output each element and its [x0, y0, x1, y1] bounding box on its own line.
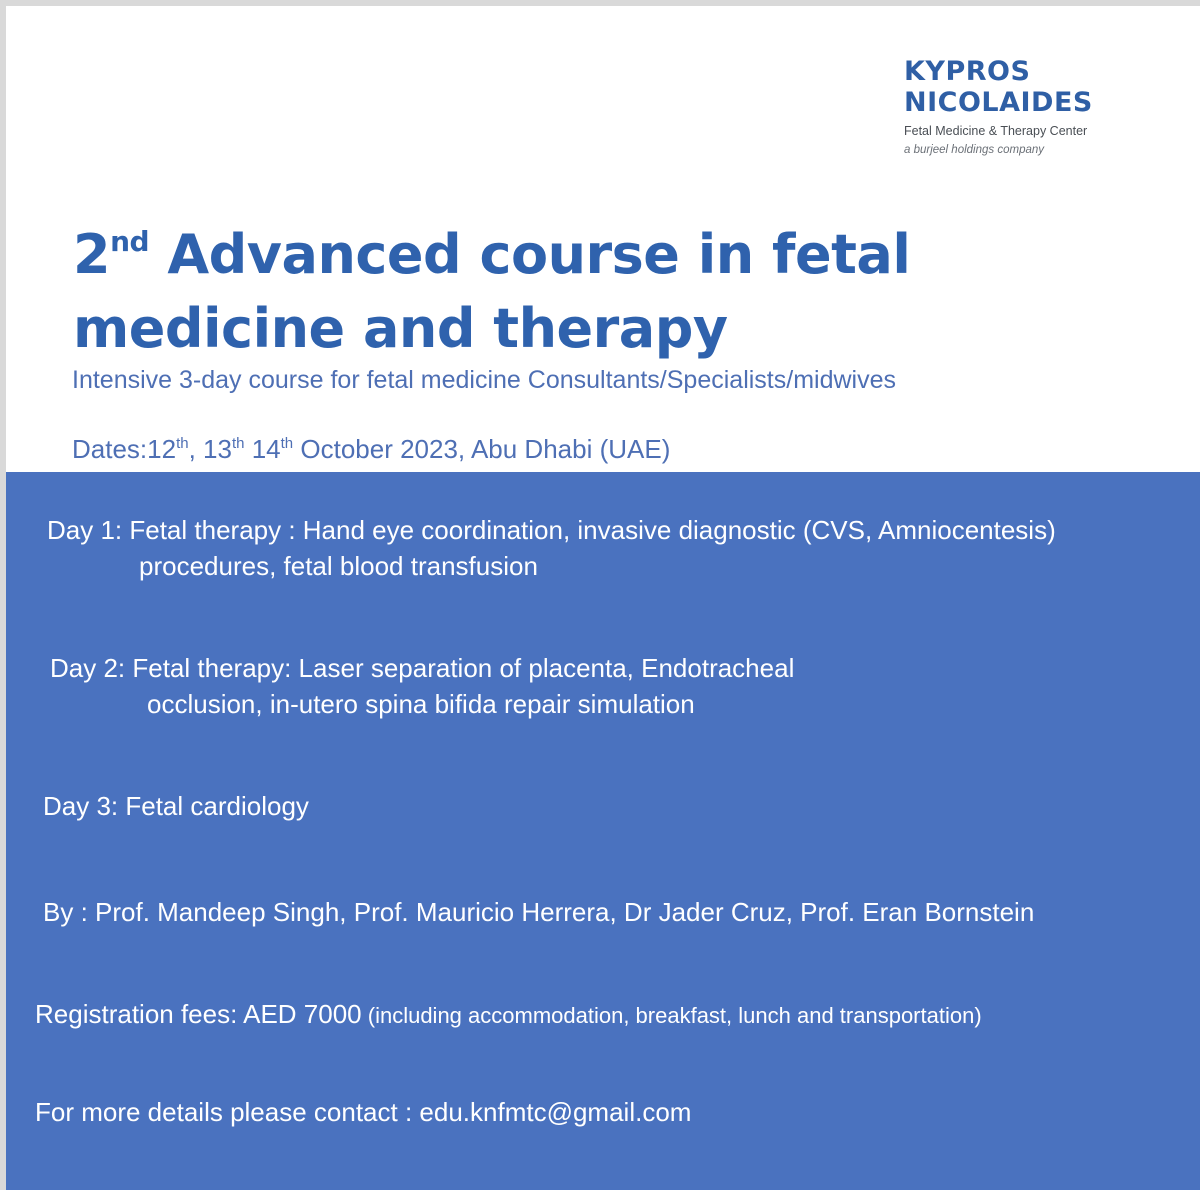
- title-number: 2: [73, 223, 111, 286]
- title-line1: Advanced course in fetal: [149, 223, 911, 286]
- dates-sup1: th: [176, 435, 189, 452]
- flyer-page: [6, 6, 1200, 1190]
- day-3-item: [43, 788, 309, 824]
- day-1-item: [47, 512, 1056, 584]
- title-ordinal: nd: [110, 225, 150, 258]
- details-panel: [6, 472, 1200, 1190]
- dates-sup3: th: [280, 435, 294, 452]
- day-1-line1: Day 1: Fetal therapy : Hand eye coordination, invasive diagnostic (CVS, Amniocentesis): [47, 515, 1056, 545]
- faculty-line: By : Prof. Mandeep Singh, Prof. Mauricio Herrera, Dr Jader Cruz, Prof. Eran Bornstein: [43, 897, 1035, 927]
- logo-line1: KYPROS: [904, 56, 1031, 87]
- logo-subtitle: Fetal Medicine & Therapy Center: [904, 124, 1088, 138]
- day-1-line2: procedures, fetal blood transfusion: [139, 551, 538, 581]
- title-line2: medicine and therapy: [73, 297, 728, 360]
- logo-tagline: a burjeel holdings company: [904, 144, 1045, 156]
- dates-suffix: October 2023, Abu Dhabi (UAE): [293, 434, 671, 464]
- day-3-line1: Day 3: Fetal cardiology: [43, 791, 309, 821]
- day-2-line1: Day 2: Fetal therapy: Laser separation of placenta, Endotracheal: [50, 653, 795, 683]
- course-title: [73, 218, 973, 366]
- dates-prefix: Dates:12: [72, 434, 177, 464]
- fees-label: Registration fees: AED 7000: [35, 999, 362, 1029]
- dates-sup2: th: [231, 435, 245, 452]
- fees-note: (including accommodation, breakfast, lunch and transportation): [361, 1003, 982, 1028]
- dates-mid1: , 13: [188, 434, 232, 464]
- logo-line2: NICOLAIDES: [904, 87, 1093, 118]
- day-2-line2: occlusion, in-utero spina bifida repair simulation: [147, 689, 695, 719]
- contact-line: For more details please contact : edu.knfmtc@gmail.com: [35, 1097, 692, 1127]
- kypros-nicolaides-logo: [904, 56, 1093, 156]
- course-dates: [72, 434, 670, 465]
- dates-mid2: 14: [244, 434, 281, 464]
- course-subtitle: Intensive 3-day course for fetal medicine Consultants/Specialists/midwives: [72, 366, 896, 394]
- day-2-item: [50, 650, 794, 722]
- registration-fees: [35, 996, 982, 1034]
